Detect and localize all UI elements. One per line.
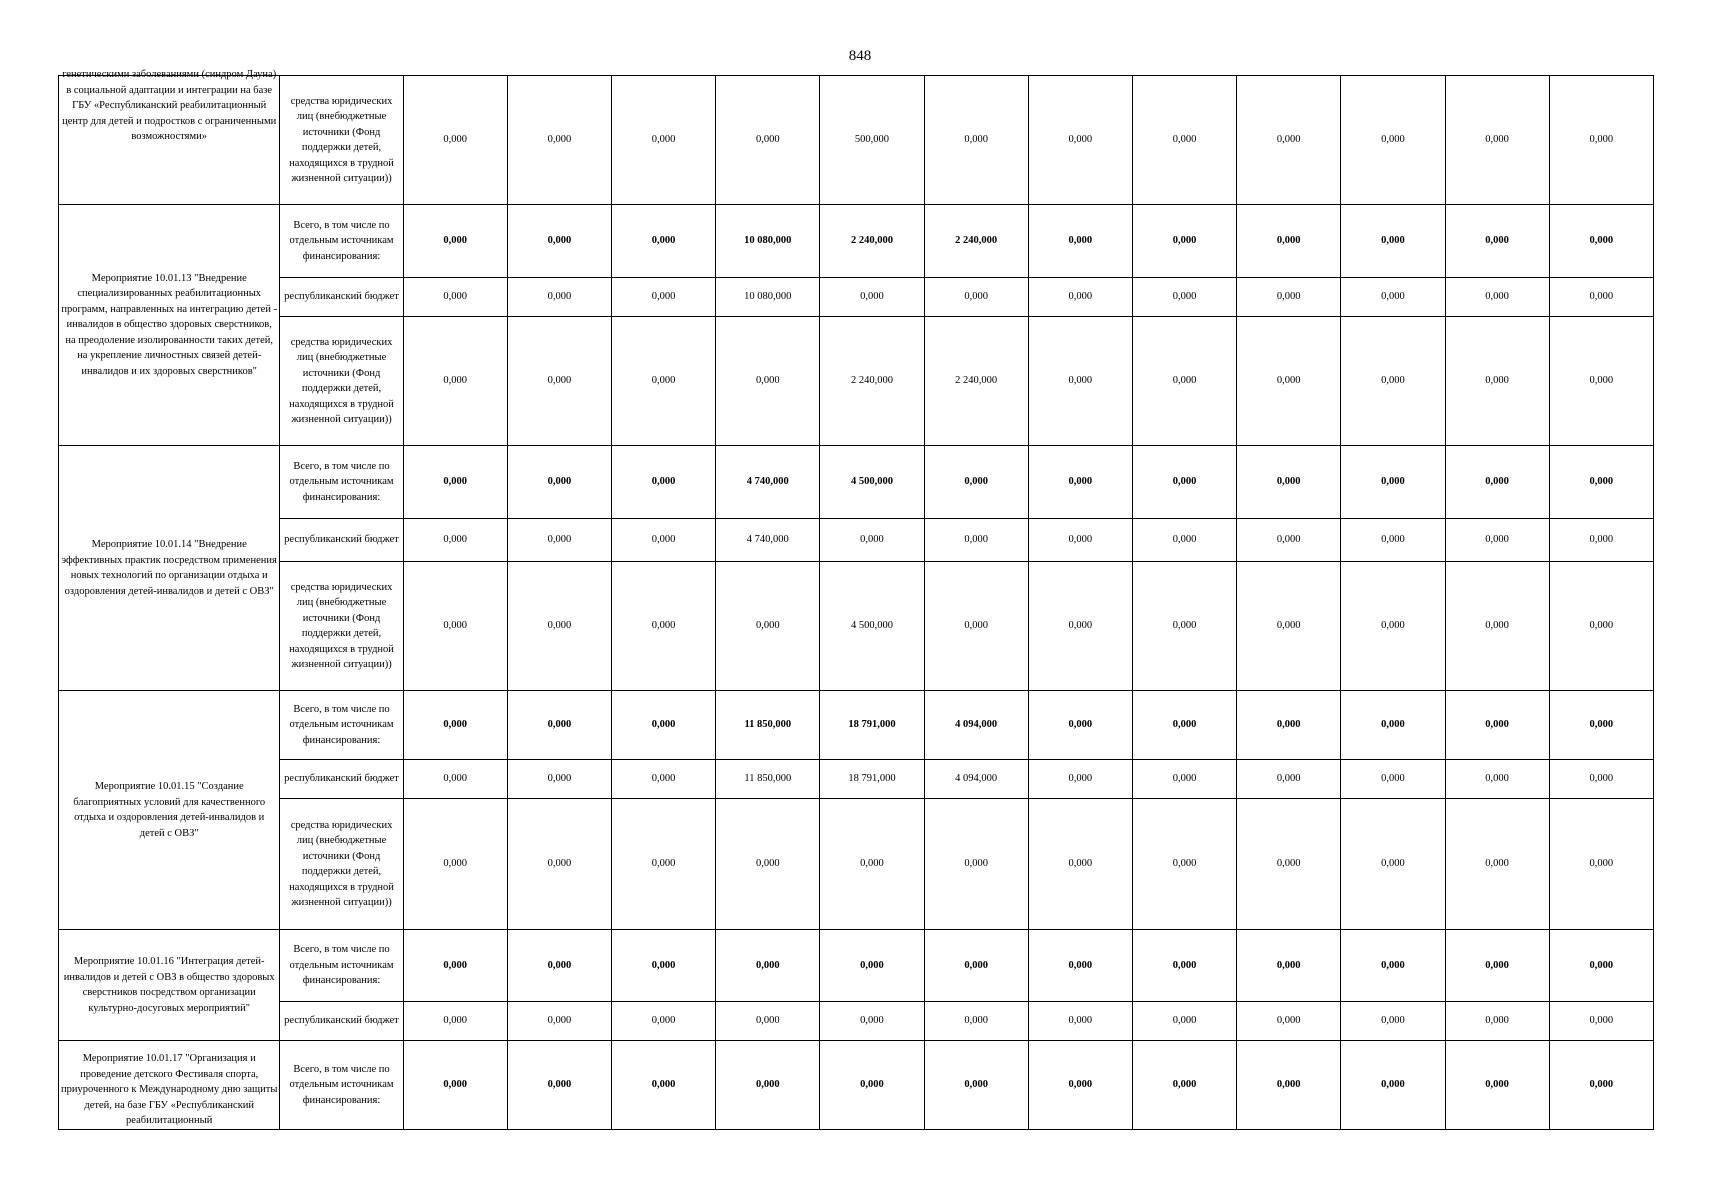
table-row	[59, 562, 1654, 691]
value-cell: 4 500,000	[820, 446, 924, 519]
value-cell: 0,000	[403, 930, 507, 1002]
value-cell: 0,000	[1132, 76, 1236, 205]
value-cell: 0,000	[507, 562, 611, 691]
value-cell: 0,000	[1445, 760, 1549, 799]
value-cell: 0,000	[403, 760, 507, 799]
source-cell: Всего, в том числе по отдельным источникам финансирования:	[280, 691, 403, 760]
value-cell: 0,000	[924, 76, 1028, 205]
value-cell: 0,000	[716, 317, 820, 446]
value-cell: 0,000	[716, 1041, 820, 1130]
value-cell: 0,000	[612, 799, 716, 930]
value-cell: 0,000	[612, 1041, 716, 1130]
value-cell: 0,000	[1549, 760, 1653, 799]
value-cell: 0,000	[1132, 760, 1236, 799]
value-cell: 0,000	[1341, 562, 1445, 691]
value-cell: 0,000	[1341, 1041, 1445, 1130]
value-cell: 0,000	[1028, 446, 1132, 519]
value-cell: 0,000	[403, 76, 507, 205]
value-cell: 0,000	[1028, 930, 1132, 1002]
value-cell: 2 240,000	[924, 317, 1028, 446]
value-cell: 0,000	[403, 446, 507, 519]
value-cell: 0,000	[403, 519, 507, 562]
value-cell: 0,000	[1028, 205, 1132, 278]
value-cell: 0,000	[612, 76, 716, 205]
value-cell: 0,000	[1237, 1002, 1341, 1041]
value-cell: 0,000	[1341, 278, 1445, 317]
value-cell: 0,000	[403, 691, 507, 760]
value-cell: 4 740,000	[716, 446, 820, 519]
value-cell: 0,000	[1341, 930, 1445, 1002]
activity-cell: Мероприятие 10.01.16 "Интеграция детей-инвалидов и детей с ОВЗ в общество здоровых сверстников посредством организации культурно-досуговых мероприятий"	[59, 930, 280, 1041]
value-cell: 0,000	[507, 76, 611, 205]
value-cell: 0,000	[1341, 205, 1445, 278]
value-cell: 0,000	[612, 519, 716, 562]
value-cell: 0,000	[1549, 691, 1653, 760]
value-cell: 0,000	[403, 278, 507, 317]
value-cell: 0,000	[1549, 317, 1653, 446]
value-cell: 0,000	[1445, 317, 1549, 446]
value-cell: 0,000	[403, 205, 507, 278]
value-cell: 0,000	[1341, 446, 1445, 519]
value-cell: 0,000	[612, 317, 716, 446]
table-row	[59, 317, 1654, 446]
activity-cell: Мероприятие 10.01.17 "Организация и проведение детского Фестиваля спорта, приуроченного к Международному дню защиты детей, на базе ГБУ «Республиканский реабилитационный	[59, 1041, 280, 1130]
value-cell: 0,000	[924, 1002, 1028, 1041]
value-cell: 0,000	[1445, 205, 1549, 278]
value-cell: 0,000	[1237, 205, 1341, 278]
value-cell: 0,000	[1549, 278, 1653, 317]
value-cell: 0,000	[1549, 930, 1653, 1002]
value-cell: 0,000	[1237, 760, 1341, 799]
value-cell: 0,000	[924, 562, 1028, 691]
value-cell: 0,000	[716, 1002, 820, 1041]
value-cell: 0,000	[1132, 446, 1236, 519]
source-cell: средства юридических лиц (внебюджетные источники (Фонд поддержки детей, находящихся в трудной жизненной ситуации))	[280, 76, 403, 205]
value-cell: 0,000	[1028, 1002, 1132, 1041]
value-cell: 0,000	[820, 930, 924, 1002]
value-cell: 0,000	[1237, 278, 1341, 317]
table-row	[59, 799, 1654, 930]
value-cell: 0,000	[1028, 519, 1132, 562]
value-cell: 0,000	[1237, 519, 1341, 562]
value-cell: 0,000	[924, 519, 1028, 562]
value-cell: 0,000	[1132, 519, 1236, 562]
source-cell: средства юридических лиц (внебюджетные источники (Фонд поддержки детей, находящихся в трудной жизненной ситуации))	[280, 562, 403, 691]
source-cell: Всего, в том числе по отдельным источникам финансирования:	[280, 205, 403, 278]
value-cell: 0,000	[1028, 76, 1132, 205]
value-cell: 11 850,000	[716, 760, 820, 799]
value-cell: 0,000	[1028, 317, 1132, 446]
value-cell: 0,000	[1341, 76, 1445, 205]
value-cell: 0,000	[1028, 799, 1132, 930]
value-cell: 0,000	[1028, 760, 1132, 799]
value-cell: 0,000	[1549, 519, 1653, 562]
value-cell: 0,000	[1341, 799, 1445, 930]
source-cell: Всего, в том числе по отдельным источникам финансирования:	[280, 1041, 403, 1130]
value-cell: 0,000	[507, 205, 611, 278]
value-cell: 0,000	[1549, 205, 1653, 278]
value-cell: 0,000	[1237, 691, 1341, 760]
source-cell: республиканский бюджет	[280, 278, 403, 317]
activity-cell: Мероприятие 10.01.13 "Внедрение специализированных реабилитационных программ, направленных на интеграцию детей - инвалидов в общество здоровых сверстников, на преодоление изолированности таких детей, на укрепление личностных связей детей-инвалидов и их здоровых сверстников"	[59, 205, 280, 446]
value-cell: 0,000	[1237, 562, 1341, 691]
value-cell: 0,000	[1445, 1041, 1549, 1130]
value-cell: 0,000	[1445, 691, 1549, 760]
value-cell: 0,000	[1028, 562, 1132, 691]
value-cell: 0,000	[820, 519, 924, 562]
table-row	[59, 519, 1654, 562]
value-cell: 0,000	[507, 930, 611, 1002]
value-cell: 0,000	[1445, 799, 1549, 930]
table-row	[59, 205, 1654, 278]
value-cell: 0,000	[507, 691, 611, 760]
value-cell: 0,000	[1341, 317, 1445, 446]
value-cell: 0,000	[1445, 562, 1549, 691]
value-cell: 0,000	[1028, 691, 1132, 760]
source-cell: Всего, в том числе по отдельным источникам финансирования:	[280, 446, 403, 519]
table-row	[59, 278, 1654, 317]
activity-cell: Мероприятие 10.01.15 "Создание благоприятных условий для качественного отдыха и оздоровления детей-инвалидов и детей с ОВЗ"	[59, 691, 280, 930]
value-cell: 0,000	[1341, 760, 1445, 799]
value-cell: 500,000	[820, 76, 924, 205]
value-cell: 0,000	[1237, 799, 1341, 930]
value-cell: 0,000	[612, 930, 716, 1002]
value-cell: 2 240,000	[820, 317, 924, 446]
value-cell: 0,000	[1445, 519, 1549, 562]
value-cell: 0,000	[612, 562, 716, 691]
value-cell: 0,000	[1132, 799, 1236, 930]
value-cell: 0,000	[1341, 519, 1445, 562]
table-row	[59, 1041, 1654, 1130]
value-cell: 0,000	[1549, 799, 1653, 930]
value-cell: 0,000	[716, 799, 820, 930]
activity-text: генетическими заболеваниями (синдром Дауна) в социальной адаптации и интеграции на базе ГБУ «Республиканский реабилитационный центр для детей и подростков с ограниченными возможностями»	[62, 69, 277, 142]
table-row	[59, 76, 1654, 205]
value-cell: 0,000	[924, 446, 1028, 519]
value-cell: 0,000	[507, 1041, 611, 1130]
value-cell: 2 240,000	[924, 205, 1028, 278]
value-cell: 10 080,000	[716, 278, 820, 317]
value-cell: 0,000	[1237, 317, 1341, 446]
source-cell: средства юридических лиц (внебюджетные источники (Фонд поддержки детей, находящихся в трудной жизненной ситуации))	[280, 799, 403, 930]
value-cell: 4 094,000	[924, 760, 1028, 799]
value-cell: 0,000	[1445, 930, 1549, 1002]
value-cell: 0,000	[820, 799, 924, 930]
value-cell: 0,000	[1549, 1002, 1653, 1041]
value-cell: 0,000	[507, 446, 611, 519]
value-cell: 0,000	[1028, 1041, 1132, 1130]
value-cell: 0,000	[507, 317, 611, 446]
value-cell: 18 791,000	[820, 691, 924, 760]
value-cell: 0,000	[1341, 691, 1445, 760]
value-cell: 0,000	[612, 446, 716, 519]
value-cell: 0,000	[612, 760, 716, 799]
value-cell: 0,000	[1132, 205, 1236, 278]
value-cell: 0,000	[1132, 317, 1236, 446]
value-cell: 0,000	[1445, 1002, 1549, 1041]
value-cell: 0,000	[1028, 278, 1132, 317]
table-row	[59, 691, 1654, 760]
value-cell: 0,000	[403, 317, 507, 446]
value-cell: 0,000	[820, 1041, 924, 1130]
value-cell: 0,000	[1237, 930, 1341, 1002]
value-cell: 0,000	[507, 519, 611, 562]
table-row	[59, 446, 1654, 519]
source-cell: республиканский бюджет	[280, 760, 403, 799]
value-cell: 0,000	[924, 278, 1028, 317]
value-cell: 0,000	[716, 930, 820, 1002]
value-cell: 0,000	[1132, 278, 1236, 317]
value-cell: 0,000	[403, 1041, 507, 1130]
table-row	[59, 1002, 1654, 1041]
value-cell: 0,000	[507, 278, 611, 317]
value-cell: 0,000	[1445, 446, 1549, 519]
value-cell: 0,000	[403, 562, 507, 691]
value-cell: 4 740,000	[716, 519, 820, 562]
value-cell: 0,000	[924, 799, 1028, 930]
value-cell: 0,000	[1132, 691, 1236, 760]
value-cell: 4 500,000	[820, 562, 924, 691]
value-cell: 0,000	[1549, 446, 1653, 519]
value-cell: 0,000	[820, 278, 924, 317]
value-cell: 0,000	[612, 1002, 716, 1041]
value-cell: 0,000	[612, 278, 716, 317]
activity-cell: Мероприятие 10.01.14 "Внедрение эффективных практик посредством применения новых технологий по организации отдыха и оздоровления детей-инвалидов и детей с ОВЗ"	[59, 446, 280, 691]
value-cell: 0,000	[612, 205, 716, 278]
value-cell: 11 850,000	[716, 691, 820, 760]
value-cell: 0,000	[1132, 930, 1236, 1002]
value-cell: 0,000	[1445, 76, 1549, 205]
value-cell: 0,000	[1549, 1041, 1653, 1130]
value-cell: 0,000	[924, 1041, 1028, 1130]
source-cell: Всего, в том числе по отдельным источникам финансирования:	[280, 930, 403, 1002]
budget-table	[58, 69, 1654, 1130]
source-cell: средства юридических лиц (внебюджетные источники (Фонд поддержки детей, находящихся в трудной жизненной ситуации))	[280, 317, 403, 446]
value-cell: 10 080,000	[716, 205, 820, 278]
value-cell: 0,000	[716, 562, 820, 691]
value-cell: 0,000	[1132, 1041, 1236, 1130]
value-cell: 0,000	[1237, 1041, 1341, 1130]
value-cell: 0,000	[924, 930, 1028, 1002]
table-row	[59, 930, 1654, 1002]
value-cell: 0,000	[1132, 562, 1236, 691]
table-body	[59, 69, 1654, 1130]
value-cell: 0,000	[1237, 446, 1341, 519]
activity-cell	[59, 69, 280, 205]
table-row	[59, 760, 1654, 799]
source-cell: республиканский бюджет	[280, 1002, 403, 1041]
value-cell: 0,000	[1132, 1002, 1236, 1041]
value-cell: 0,000	[507, 760, 611, 799]
value-cell: 0,000	[820, 1002, 924, 1041]
value-cell: 0,000	[716, 76, 820, 205]
value-cell: 0,000	[403, 799, 507, 930]
value-cell: 0,000	[1549, 76, 1653, 205]
value-cell: 18 791,000	[820, 760, 924, 799]
value-cell: 0,000	[403, 1002, 507, 1041]
value-cell: 0,000	[612, 691, 716, 760]
value-cell: 0,000	[1237, 76, 1341, 205]
value-cell: 0,000	[1549, 562, 1653, 691]
value-cell: 2 240,000	[820, 205, 924, 278]
value-cell: 0,000	[507, 799, 611, 930]
value-cell: 0,000	[507, 1002, 611, 1041]
source-cell: республиканский бюджет	[280, 519, 403, 562]
value-cell: 4 094,000	[924, 691, 1028, 760]
value-cell: 0,000	[1341, 1002, 1445, 1041]
page-number: 848	[848, 48, 872, 64]
value-cell: 0,000	[1445, 278, 1549, 317]
